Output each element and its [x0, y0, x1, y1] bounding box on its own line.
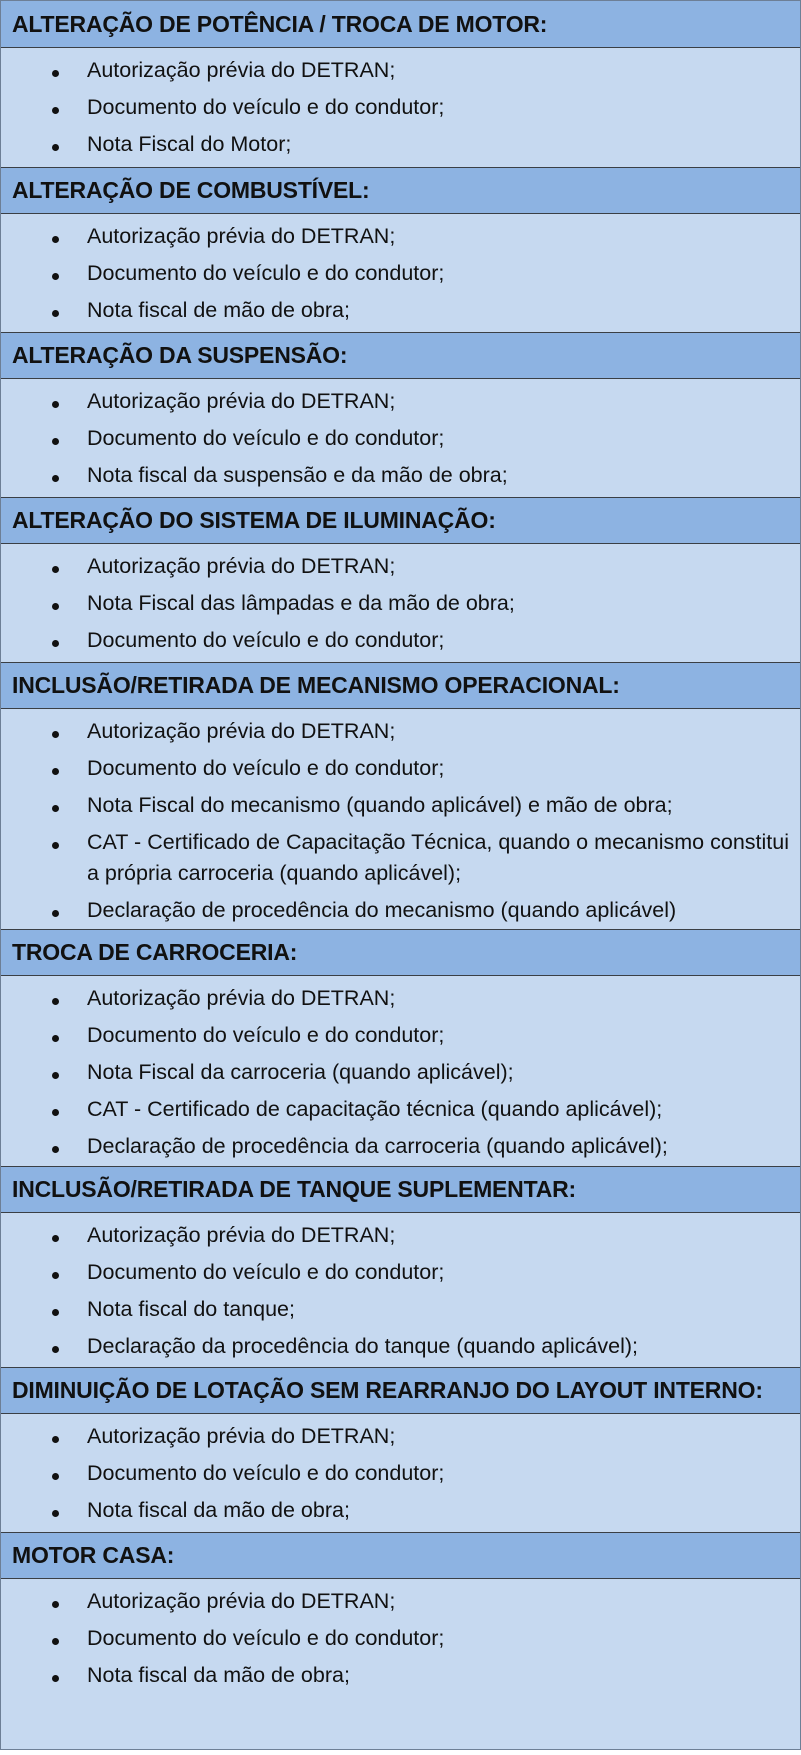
- section-title: DIMINUIÇÃO DE LOTAÇÃO SEM REARRANJO DO LAYOUT INTERNO:: [1, 1367, 800, 1414]
- bullet-icon: [52, 1072, 59, 1079]
- bullet-icon: [52, 731, 59, 738]
- bullet-icon: [52, 310, 59, 317]
- section-title: ALTERAÇÃO DE COMBUSTÍVEL:: [1, 167, 800, 214]
- list-item: Autorização prévia do DETRAN;: [1, 1217, 789, 1254]
- section-title: TROCA DE CARROCERIA:: [1, 929, 800, 976]
- bullet-icon: [52, 1436, 59, 1443]
- bullet-icon: [52, 1346, 59, 1353]
- requirements-list: [1, 48, 800, 167]
- bullet-icon: [52, 1601, 59, 1608]
- section-capacity-reduction: [1, 1367, 800, 1532]
- list-item: Autorização prévia do DETRAN;: [1, 1583, 789, 1620]
- section-title: ALTERAÇÃO DO SISTEMA DE ILUMINAÇÃO:: [1, 497, 800, 544]
- bullet-icon: [52, 998, 59, 1005]
- list-item: Nota fiscal do tanque;: [1, 1291, 789, 1328]
- list-item: Documento do veículo e do condutor;: [1, 750, 789, 787]
- bullet-icon: [52, 438, 59, 445]
- bullet-icon: [52, 1309, 59, 1316]
- list-item: Nota Fiscal do mecanismo (quando aplicável) e mão de obra;: [1, 787, 789, 824]
- section-body-change: [1, 929, 800, 1166]
- section-operational-mechanism: [1, 662, 800, 929]
- requirements-list: [1, 379, 800, 497]
- section-suspension-change: [1, 332, 800, 497]
- requirements-list: [1, 1213, 800, 1367]
- bullet-icon: [52, 236, 59, 243]
- section-title: ALTERAÇÃO DE POTÊNCIA / TROCA DE MOTOR:: [1, 1, 800, 48]
- list-item: Documento do veículo e do condutor;: [1, 622, 789, 659]
- list-item: Autorização prévia do DETRAN;: [1, 383, 789, 420]
- list-item: Nota fiscal da suspensão e da mão de obra;: [1, 457, 789, 494]
- list-item: Autorização prévia do DETRAN;: [1, 548, 789, 585]
- section-power-engine-change: [1, 1, 800, 167]
- bullet-icon: [52, 1109, 59, 1116]
- bullet-icon: [52, 1146, 59, 1153]
- bullet-icon: [52, 910, 59, 917]
- bullet-icon: [52, 1272, 59, 1279]
- list-item: Autorização prévia do DETRAN;: [1, 980, 789, 1017]
- list-item: Nota Fiscal das lâmpadas e da mão de obra;: [1, 585, 789, 622]
- bullet-icon: [52, 273, 59, 280]
- list-item: Autorização prévia do DETRAN;: [1, 52, 789, 89]
- bullet-icon: [52, 70, 59, 77]
- list-item: CAT - Certificado de capacitação técnica (quando aplicável);: [1, 1091, 789, 1128]
- list-item: Autorização prévia do DETRAN;: [1, 713, 789, 750]
- list-item: Documento do veículo e do condutor;: [1, 1455, 789, 1492]
- list-item: Documento do veículo e do condutor;: [1, 255, 789, 292]
- bullet-icon: [52, 107, 59, 114]
- list-item: CAT - Certificado de Capacitação Técnica, quando o mecanismo constitui a própria carroceria (quando aplicável);: [1, 824, 789, 892]
- list-item: Documento do veículo e do condutor;: [1, 1620, 789, 1657]
- bullet-icon: [52, 842, 59, 849]
- list-item: Documento do veículo e do condutor;: [1, 420, 789, 457]
- section-title: INCLUSÃO/RETIRADA DE TANQUE SUPLEMENTAR:: [1, 1166, 800, 1213]
- requirements-list: [1, 976, 800, 1166]
- section-title: INCLUSÃO/RETIRADA DE MECANISMO OPERACIONAL:: [1, 662, 800, 709]
- list-item: Documento do veículo e do condutor;: [1, 1254, 789, 1291]
- section-title: MOTOR CASA:: [1, 1532, 800, 1579]
- bullet-icon: [52, 1473, 59, 1480]
- bullet-icon: [52, 603, 59, 610]
- bullet-icon: [52, 1510, 59, 1517]
- list-item: Documento do veículo e do condutor;: [1, 89, 789, 126]
- list-item: Documento do veículo e do condutor;: [1, 1017, 789, 1054]
- requirements-list: [1, 1414, 800, 1532]
- list-item: Nota fiscal da mão de obra;: [1, 1492, 789, 1529]
- bullet-icon: [52, 1675, 59, 1682]
- list-item: Autorização prévia do DETRAN;: [1, 1418, 789, 1455]
- section-fuel-change: [1, 167, 800, 332]
- bullet-icon: [52, 401, 59, 408]
- section-supplementary-tank: [1, 1166, 800, 1367]
- requirements-list: [1, 544, 800, 662]
- list-item: Declaração de procedência do mecanismo (quando aplicável): [1, 892, 789, 929]
- list-item: Nota fiscal da mão de obra;: [1, 1657, 789, 1694]
- requirements-list: [1, 1579, 800, 1739]
- section-title: ALTERAÇÃO DA SUSPENSÃO:: [1, 332, 800, 379]
- bullet-icon: [52, 475, 59, 482]
- section-lighting-change: [1, 497, 800, 662]
- list-item: Autorização prévia do DETRAN;: [1, 218, 789, 255]
- list-item: Nota Fiscal do Motor;: [1, 126, 789, 163]
- bullet-icon: [52, 1638, 59, 1645]
- bullet-icon: [52, 805, 59, 812]
- bullet-icon: [52, 566, 59, 573]
- list-item: Nota fiscal de mão de obra;: [1, 292, 789, 329]
- bullet-icon: [52, 1235, 59, 1242]
- list-item: Nota Fiscal da carroceria (quando aplicável);: [1, 1054, 789, 1091]
- requirements-list: [1, 214, 800, 332]
- bullet-icon: [52, 640, 59, 647]
- bullet-icon: [52, 144, 59, 151]
- section-motor-home: [1, 1532, 800, 1739]
- bullet-icon: [52, 768, 59, 775]
- bullet-icon: [52, 1035, 59, 1042]
- list-item: Declaração de procedência da carroceria (quando aplicável);: [1, 1128, 789, 1165]
- requirements-list: [1, 709, 800, 929]
- list-item: Declaração da procedência do tanque (quando aplicável);: [1, 1328, 789, 1365]
